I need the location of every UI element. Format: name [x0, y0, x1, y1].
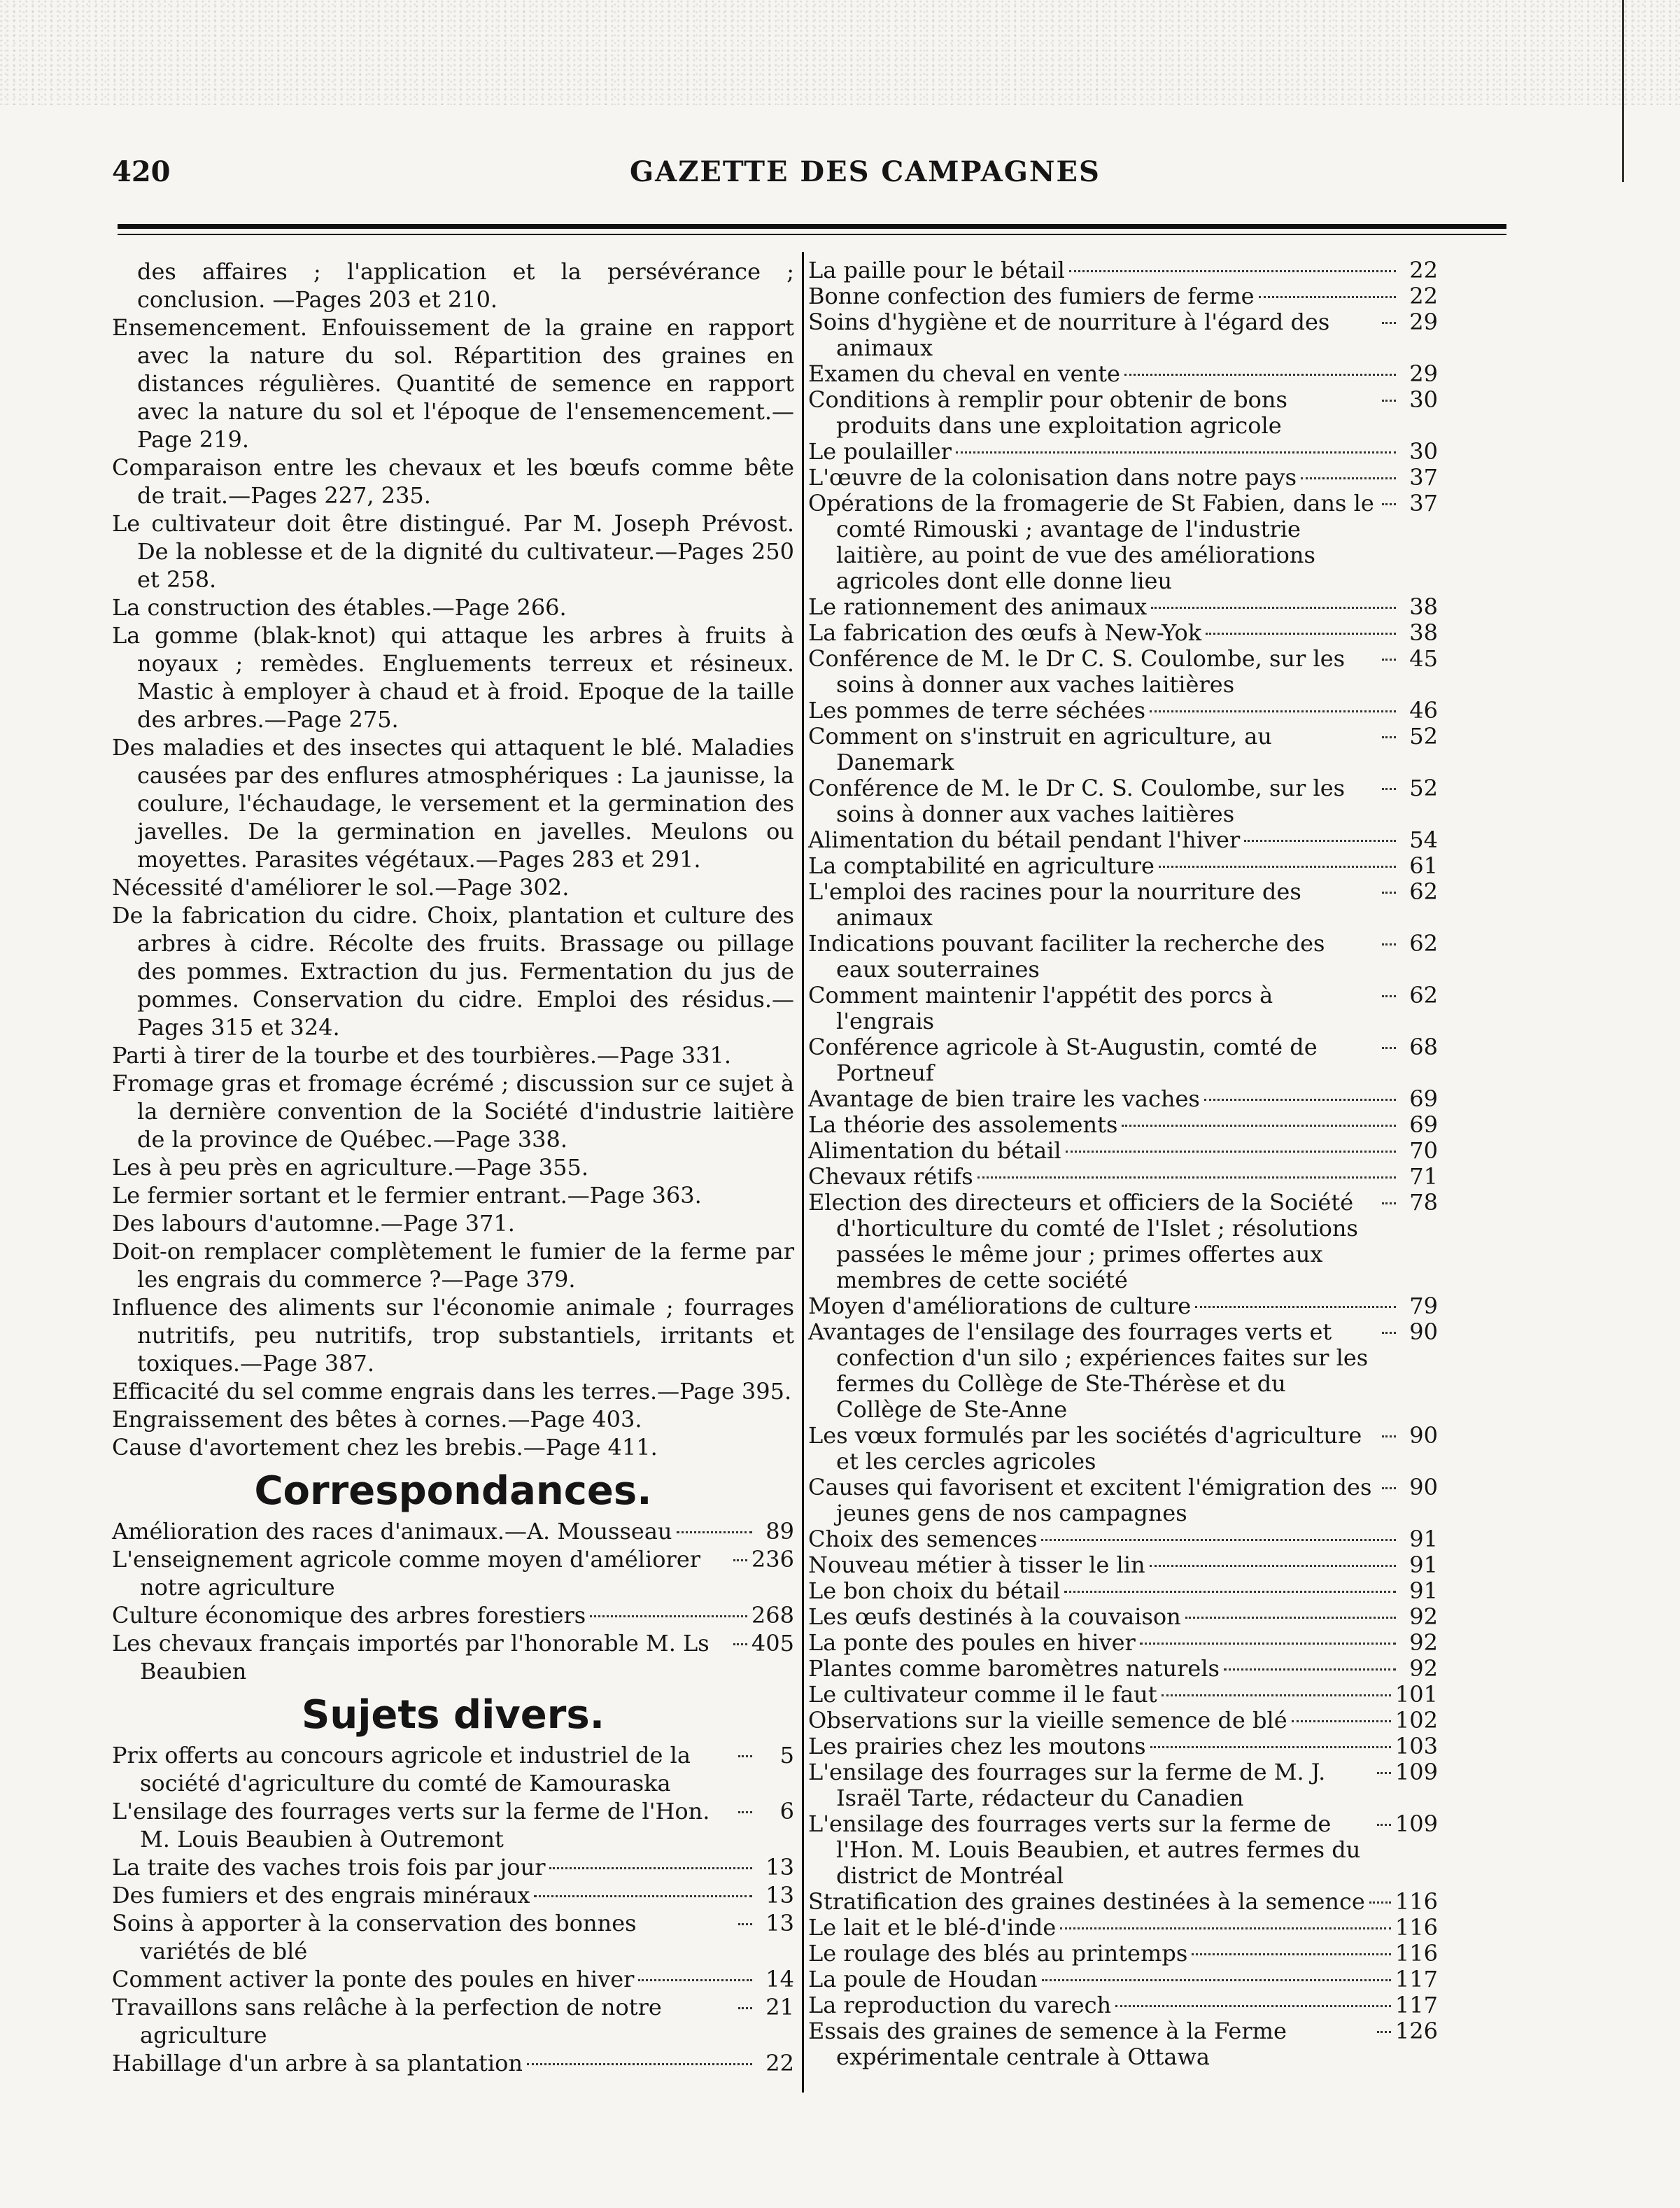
item-title: Des fumiers et des engrais minéraux — [112, 1882, 530, 1908]
article-entry: Les à peu près en agriculture.—Page 355. — [112, 1154, 589, 1181]
item-page: 117 — [1395, 1992, 1438, 2018]
index-item — [808, 1759, 1438, 1811]
item-title: Stratification des graines destinées à la semence — [808, 1888, 1365, 1915]
page-number: 420 — [112, 155, 171, 188]
item-page: 21 — [765, 1994, 794, 2020]
dot-leader — [1185, 1617, 1396, 1619]
item-title: Prix offerts au concours agricole et industriel de la société d'agriculture du comté de Kamouraska — [112, 1742, 691, 1796]
item-title: Comment maintenir l'appétit des porcs à l'engrais — [808, 982, 1273, 1034]
article-entry: Ensemencement. Enfouissement de la graine en rapport avec la nature du sol. Répartition des graines en distances régulières. Quantité de semence en rapport avec la nature du sol et l'époque de l'ensemencement.—Page 219. — [112, 314, 794, 453]
item-page: 61 — [1409, 852, 1438, 879]
item-title: Nouveau métier à tisser le lin — [808, 1552, 1145, 1578]
item-title: Election des directeurs et officiers de la Société d'horticulture du comté de l'Islet ; résolutions passées le même jour ; primes offertes aux membres de cette société — [808, 1189, 1358, 1293]
item-title: Conférence agricole à St-Augustin, comté de Portneuf — [808, 1034, 1318, 1086]
article-entry: Efficacité du sel comme engrais dans les terres.—Page 395. — [112, 1378, 792, 1405]
item-page: 116 — [1395, 1940, 1438, 1967]
right-column — [808, 258, 1438, 2070]
header-rule-thick — [118, 224, 1506, 229]
dot-leader — [1150, 1746, 1391, 1748]
dot-leader — [534, 1895, 752, 1897]
item-page: 90 — [1409, 1422, 1438, 1449]
item-title: Indications pouvant faciliter la recherche des eaux souterraines — [808, 930, 1325, 983]
dot-leader — [1382, 892, 1396, 894]
index-item — [808, 1630, 1438, 1656]
dot-leader — [1301, 477, 1396, 479]
dot-leader — [527, 2063, 752, 2065]
dot-leader — [733, 1643, 747, 1645]
item-title: Amélioration des races d'animaux.—A. Mousseau — [112, 1518, 672, 1545]
index-item — [808, 775, 1438, 827]
dot-leader — [1382, 659, 1396, 661]
item-page: 13 — [765, 1882, 794, 1908]
item-title: Essais des graines de semence à la Ferme expérimentale centrale à Ottawa — [808, 2018, 1287, 2070]
item-title: La paille pour le bétail — [808, 257, 1065, 283]
index-item — [808, 853, 1438, 879]
item-page: 6 — [779, 1798, 794, 1824]
index-item — [808, 1889, 1438, 1915]
item-page: 62 — [1409, 930, 1438, 957]
dot-leader — [1195, 1306, 1396, 1308]
item-title: L'emploi des racines pour la nourriture des animaux — [808, 878, 1301, 931]
item-page: 45 — [1409, 645, 1438, 672]
article-entry: La gomme (blak-knot) qui attaque les arbres à fruits à noyaux ; remèdes. Engluements terreux et résineux. Mastic à employer à chaud et à froid. Epoque de la taille des arbres.—Page 275. — [112, 622, 794, 733]
dot-leader — [1162, 1694, 1391, 1696]
section-heading-sujets: Sujets divers. — [302, 1692, 605, 1738]
dot-leader — [677, 1531, 753, 1533]
item-title: La traite des vaches trois fois par jour — [112, 1854, 546, 1880]
index-item — [808, 827, 1438, 853]
index-item — [808, 983, 1438, 1034]
item-page: 13 — [765, 1910, 794, 1936]
index-item — [808, 1138, 1438, 1164]
index-item — [808, 387, 1438, 439]
item-page: 54 — [1409, 827, 1438, 853]
item-page: 91 — [1409, 1526, 1438, 1552]
dot-leader — [1382, 788, 1396, 790]
index-item — [808, 724, 1438, 775]
item-title: Alimentation du bétail — [808, 1137, 1061, 1164]
article-entry: Le fermier sortant et le fermier entrant.—Page 363. — [112, 1182, 702, 1209]
dot-leader — [1140, 1643, 1396, 1645]
item-page: 37 — [1409, 464, 1438, 491]
index-item — [112, 1545, 794, 1601]
index-item — [808, 1552, 1438, 1578]
article-entry: Engraissement des bêtes à cornes.—Page 403. — [112, 1406, 642, 1433]
dot-leader — [738, 2007, 752, 2009]
index-item — [112, 1965, 794, 1993]
item-page: 71 — [1409, 1163, 1438, 1190]
index-item — [808, 1319, 1438, 1423]
item-title: La théorie des assolements — [808, 1111, 1118, 1138]
item-page: 116 — [1395, 1914, 1438, 1941]
item-page: 92 — [1409, 1603, 1438, 1630]
dot-leader — [1377, 2031, 1391, 2033]
item-title: La fabrication des œufs à New-Yok — [808, 619, 1202, 646]
dot-leader — [1064, 1591, 1396, 1593]
item-page: 22 — [1409, 257, 1438, 283]
item-title: Choix des semences — [808, 1526, 1038, 1552]
item-title: Comment on s'instruit en agriculture, au Danemark — [808, 723, 1272, 775]
item-page: 92 — [1409, 1655, 1438, 1682]
item-page: 126 — [1395, 2018, 1438, 2044]
article-entry: Parti à tirer de la tourbe et des tourbières.—Page 331. — [112, 1042, 731, 1069]
index-item — [808, 258, 1438, 283]
dot-leader — [1124, 374, 1396, 376]
dot-leader — [1382, 736, 1396, 738]
dot-leader — [1382, 503, 1396, 505]
item-page: 52 — [1409, 775, 1438, 801]
index-item — [808, 879, 1438, 931]
item-title: Comment activer la ponte des poules en hiver — [112, 1966, 635, 1992]
item-title: Avantage de bien traire les vaches — [808, 1085, 1200, 1112]
item-title: Plantes comme baromètres naturels — [808, 1655, 1220, 1682]
item-title: Causes qui favorisent et excitent l'émigration des jeunes gens de nos campagnes — [808, 1474, 1372, 1526]
item-title: Les prairies chez les moutons — [808, 1733, 1146, 1759]
index-item — [112, 1517, 794, 1545]
dot-leader — [1204, 1099, 1396, 1101]
index-item — [808, 1682, 1438, 1708]
item-page: 30 — [1409, 438, 1438, 465]
index-item — [808, 1293, 1438, 1319]
item-page: 78 — [1409, 1189, 1438, 1216]
dot-leader — [1066, 1151, 1396, 1153]
article-entry: Des labours d'automne.—Page 371. — [112, 1210, 515, 1237]
dot-leader — [1159, 866, 1396, 868]
index-item — [808, 1112, 1438, 1138]
page-header — [112, 155, 1508, 197]
index-item — [808, 283, 1438, 309]
dot-leader — [638, 1979, 752, 1981]
item-page: 69 — [1409, 1111, 1438, 1138]
dot-leader — [1382, 1435, 1396, 1437]
dot-leader — [1382, 1332, 1396, 1334]
scan-noise — [0, 0, 1680, 105]
index-item — [808, 594, 1438, 620]
dot-leader — [1382, 1202, 1396, 1204]
dot-leader — [1382, 400, 1396, 402]
item-page: 62 — [1409, 878, 1438, 905]
article-entry: Comparaison entre les chevaux et les bœufs comme bête de trait.—Pages 227, 235. — [112, 454, 794, 509]
dot-leader — [733, 1559, 747, 1561]
scan-edge-line — [1622, 0, 1624, 182]
index-item — [808, 1734, 1438, 1759]
index-list — [808, 258, 1438, 2070]
item-title: Chevaux rétifs — [808, 1163, 973, 1190]
item-title: L'ensilage des fourrages verts sur la ferme de l'Hon. M. Louis Beaubien, et autres fermes du district de Montréal — [808, 1810, 1361, 1889]
item-page: 5 — [779, 1742, 794, 1768]
dot-leader — [1382, 1047, 1396, 1049]
dot-leader — [1244, 840, 1396, 842]
dot-leader — [1192, 1953, 1391, 1955]
item-title: Le bon choix du bétail — [808, 1577, 1061, 1604]
item-page: 116 — [1395, 1888, 1438, 1915]
item-page: 70 — [1409, 1137, 1438, 1164]
item-page: 91 — [1409, 1552, 1438, 1578]
item-title: Soins à apporter à la conservation des bonnes variétés de blé — [112, 1910, 637, 1964]
index-item — [808, 439, 1438, 465]
index-item — [808, 491, 1438, 594]
dot-leader — [1382, 995, 1396, 997]
section-heading-correspondances: Correspondances. — [254, 1468, 652, 1514]
item-title: Travaillons sans relâche à la perfection de notre agriculture — [112, 1994, 662, 2048]
item-page: 79 — [1409, 1293, 1438, 1319]
index-item — [808, 1034, 1438, 1086]
item-page: 117 — [1395, 1966, 1438, 1992]
item-title: Opérations de la fromagerie de St Fabien, dans le comté Rimouski ; avantage de l'industrie laitière, au point de vue des améliorations agricoles dont elle donne lieu — [808, 490, 1374, 594]
column-divider — [802, 252, 804, 2093]
item-title: L'ensilage des fourrages verts sur la ferme de l'Hon. M. Louis Beaubien à Outremont — [112, 1798, 710, 1852]
article-entry: Le cultivateur doit être distingué. Par M. Joseph Prévost. De la noblesse et de la dignité du cultivateur.—Pages 250 et 258. — [112, 510, 794, 593]
item-page: 268 — [751, 1602, 794, 1629]
sujets-list — [112, 1741, 794, 2077]
dot-leader — [1382, 1487, 1396, 1489]
index-item — [808, 2018, 1438, 2070]
dot-leader — [1150, 710, 1396, 712]
item-page: 103 — [1395, 1733, 1438, 1759]
item-page: 91 — [1409, 1577, 1438, 1604]
item-title: Les chevaux français importés par l'honorable M. Ls Beaubien — [112, 1630, 710, 1685]
item-page: 62 — [1409, 982, 1438, 1008]
item-page: 109 — [1395, 1759, 1438, 1785]
dot-leader — [1259, 296, 1396, 298]
item-page: 30 — [1409, 386, 1438, 413]
item-title: Alimentation du bétail pendant l'hiver — [808, 827, 1241, 853]
index-item — [112, 1853, 794, 1881]
dot-leader — [738, 1923, 752, 1925]
item-title: Culture économique des arbres forestiers — [112, 1602, 586, 1629]
dot-leader — [977, 1176, 1396, 1179]
dot-leader — [549, 1867, 752, 1869]
dot-leader — [1369, 1901, 1391, 1904]
item-title: Le rationnement des animaux — [808, 593, 1148, 620]
item-title: L'ensilage des fourrages sur la ferme de M. J. Israël Tarte, rédacteur du Canadien — [808, 1759, 1326, 1811]
item-title: Habillage d'un arbre à sa plantation — [112, 2050, 523, 2076]
index-item — [808, 1656, 1438, 1682]
item-page: 92 — [1409, 1629, 1438, 1656]
article-entry: De la fabrication du cidre. Choix, plantation et culture des arbres à cidre. Récolte des fruits. Brassage ou pillage des pommes. Extraction du jus. Fermentation du jus de pommes. Conservation du cidre. Emploi des résidus.—Pages 315 et 324. — [112, 902, 794, 1041]
dot-leader — [956, 451, 1396, 453]
item-page: 90 — [1409, 1474, 1438, 1500]
index-item — [112, 1993, 794, 2049]
item-title: L'œuvre de la colonisation dans notre pays — [808, 464, 1297, 491]
item-page: 46 — [1409, 697, 1438, 724]
item-page: 38 — [1409, 619, 1438, 646]
index-item — [808, 1475, 1438, 1526]
item-title: Examen du cheval en vente — [808, 360, 1120, 387]
item-title: Moyen d'améliorations de culture — [808, 1293, 1192, 1319]
article-entry: La construction des étables.—Page 266. — [112, 594, 567, 621]
article-entry: Doit-on remplacer complètement le fumier de la ferme par les engrais du commerce ?—Page 379. — [112, 1238, 794, 1293]
index-item — [112, 1909, 794, 1965]
dot-leader — [1041, 1539, 1396, 1541]
item-page: 102 — [1395, 1707, 1438, 1734]
index-item — [112, 1741, 794, 1797]
item-page: 109 — [1395, 1810, 1438, 1837]
item-title: La ponte des poules en hiver — [808, 1629, 1136, 1656]
article-entry: Des maladies et des insectes qui attaquent le blé. Maladies causées par des enflures atmosphériques : La jaunisse, la coulure, l'échaudage, le versement et la germination des javelles. De la germination en javelles. Meulons ou moyettes. Parasites végétaux.—Pages 283 et 291. — [112, 734, 794, 873]
index-item — [808, 309, 1438, 361]
dot-leader — [1115, 2005, 1391, 2007]
index-item — [112, 1881, 794, 1909]
index-item — [808, 646, 1438, 698]
item-title: Conférence de M. le Dr C. S. Coulombe, sur les soins à donner aux vaches laitières — [808, 775, 1346, 827]
article-entry: Fromage gras et fromage écrémé ; discussion sur ce sujet à la dernière convention de la Société d'industrie laitière de la province de Québec.—Page 338. — [112, 1070, 794, 1153]
dot-leader — [1224, 1668, 1396, 1671]
item-title: Conférence de M. le Dr C. S. Coulombe, sur les soins à donner aux vaches laitières — [808, 645, 1346, 698]
item-title: Avantages de l'ensilage des fourrages verts et confection d'un silo ; expériences faites sur les fermes du Collège de Ste-Thérèse et du Collège de Ste-Anne — [808, 1319, 1369, 1423]
item-page: 29 — [1409, 360, 1438, 387]
item-page: 69 — [1409, 1085, 1438, 1112]
index-item — [112, 1601, 794, 1629]
dot-leader — [1377, 1772, 1391, 1774]
item-title: La comptabilité en agriculture — [808, 852, 1155, 879]
item-title: L'enseignement agricole comme moyen d'améliorer notre agriculture — [112, 1546, 701, 1601]
item-title: Les pommes de terre séchées — [808, 697, 1146, 724]
left-column — [112, 258, 794, 2077]
dot-leader — [1060, 1927, 1391, 1929]
item-page: 101 — [1395, 1681, 1438, 1708]
header-rule-thin — [118, 234, 1506, 235]
index-item — [808, 1941, 1438, 1967]
index-item — [808, 1708, 1438, 1734]
item-title: Le poulailler — [808, 438, 952, 465]
item-title: Le cultivateur comme il le faut — [808, 1681, 1157, 1708]
dot-leader — [590, 1615, 747, 1617]
index-item — [808, 361, 1438, 387]
article-entry: des affaires ; l'application et la persévérance ; conclusion. —Pages 203 et 210. — [137, 258, 794, 313]
dot-leader — [1122, 1125, 1396, 1127]
dot-leader — [1377, 1824, 1391, 1826]
article-entry: Cause d'avortement chez les brebis.—Page 411. — [112, 1434, 658, 1461]
item-page: 13 — [765, 1854, 794, 1880]
index-item — [808, 1992, 1438, 2018]
article-entry: Nécessité d'améliorer le sol.—Page 302. — [112, 874, 570, 901]
index-item — [808, 1164, 1438, 1190]
index-item — [808, 1086, 1438, 1112]
item-page: 37 — [1409, 490, 1438, 516]
dot-leader — [738, 1755, 752, 1757]
item-title: Les œufs destinés à la couvaison — [808, 1603, 1181, 1630]
dot-leader — [1069, 270, 1396, 272]
item-title: Conditions à remplir pour obtenir de bons produits dans une exploitation agricole — [808, 386, 1287, 439]
item-page: 22 — [765, 2050, 794, 2076]
index-item — [808, 620, 1438, 646]
index-item — [808, 931, 1438, 983]
page-title: GAZETTE DES CAMPAGNES — [630, 155, 1101, 188]
index-item — [808, 1604, 1438, 1630]
index-item — [808, 1526, 1438, 1552]
item-page: 89 — [765, 1518, 794, 1545]
article-list — [112, 258, 794, 1461]
item-title: Le roulage des blés au printemps — [808, 1940, 1188, 1967]
item-title: Les vœux formulés par les sociétés d'agriculture et les cercles agricoles — [808, 1422, 1362, 1475]
item-page: 29 — [1409, 309, 1438, 335]
index-item — [112, 1797, 794, 1853]
item-page: 68 — [1409, 1034, 1438, 1060]
index-item — [808, 1578, 1438, 1604]
item-title: Bonne confection des fumiers de ferme — [808, 283, 1255, 309]
dot-leader — [1206, 633, 1396, 635]
dot-leader — [738, 1811, 752, 1813]
item-title: Soins d'hygiène et de nourriture à l'égard des animaux — [808, 309, 1330, 361]
dot-leader — [1382, 322, 1396, 324]
dot-leader — [1292, 1720, 1391, 1722]
item-page: 90 — [1409, 1319, 1438, 1345]
dot-leader — [1042, 1979, 1391, 1981]
item-title: Observations sur la vieille semence de blé — [808, 1707, 1287, 1734]
dot-leader — [1151, 607, 1396, 609]
item-title: La poule de Houdan — [808, 1966, 1038, 1992]
item-page: 52 — [1409, 723, 1438, 750]
item-title: La reproduction du varech — [808, 1992, 1112, 2018]
item-page: 38 — [1409, 593, 1438, 620]
dot-leader — [1150, 1565, 1396, 1567]
item-page: 22 — [1409, 283, 1438, 309]
item-page: 236 — [751, 1546, 794, 1573]
correspondances-list — [112, 1517, 794, 1685]
dot-leader — [1382, 943, 1396, 945]
index-item — [808, 1423, 1438, 1475]
index-item — [112, 1629, 794, 1685]
item-page: 14 — [765, 1966, 794, 1992]
index-item — [808, 1190, 1438, 1293]
item-title: Le lait et le blé-d'inde — [808, 1914, 1057, 1941]
index-item — [808, 698, 1438, 724]
index-item — [112, 2049, 794, 2077]
index-item — [808, 1967, 1438, 1992]
index-item — [808, 1811, 1438, 1889]
article-entry: Influence des aliments sur l'économie animale ; fourrages nutritifs, peu nutritifs, trop substantiels, irritants et toxiques.—Page 387. — [112, 1294, 794, 1377]
index-item — [808, 1915, 1438, 1941]
index-item — [808, 465, 1438, 491]
item-page: 405 — [751, 1630, 794, 1657]
